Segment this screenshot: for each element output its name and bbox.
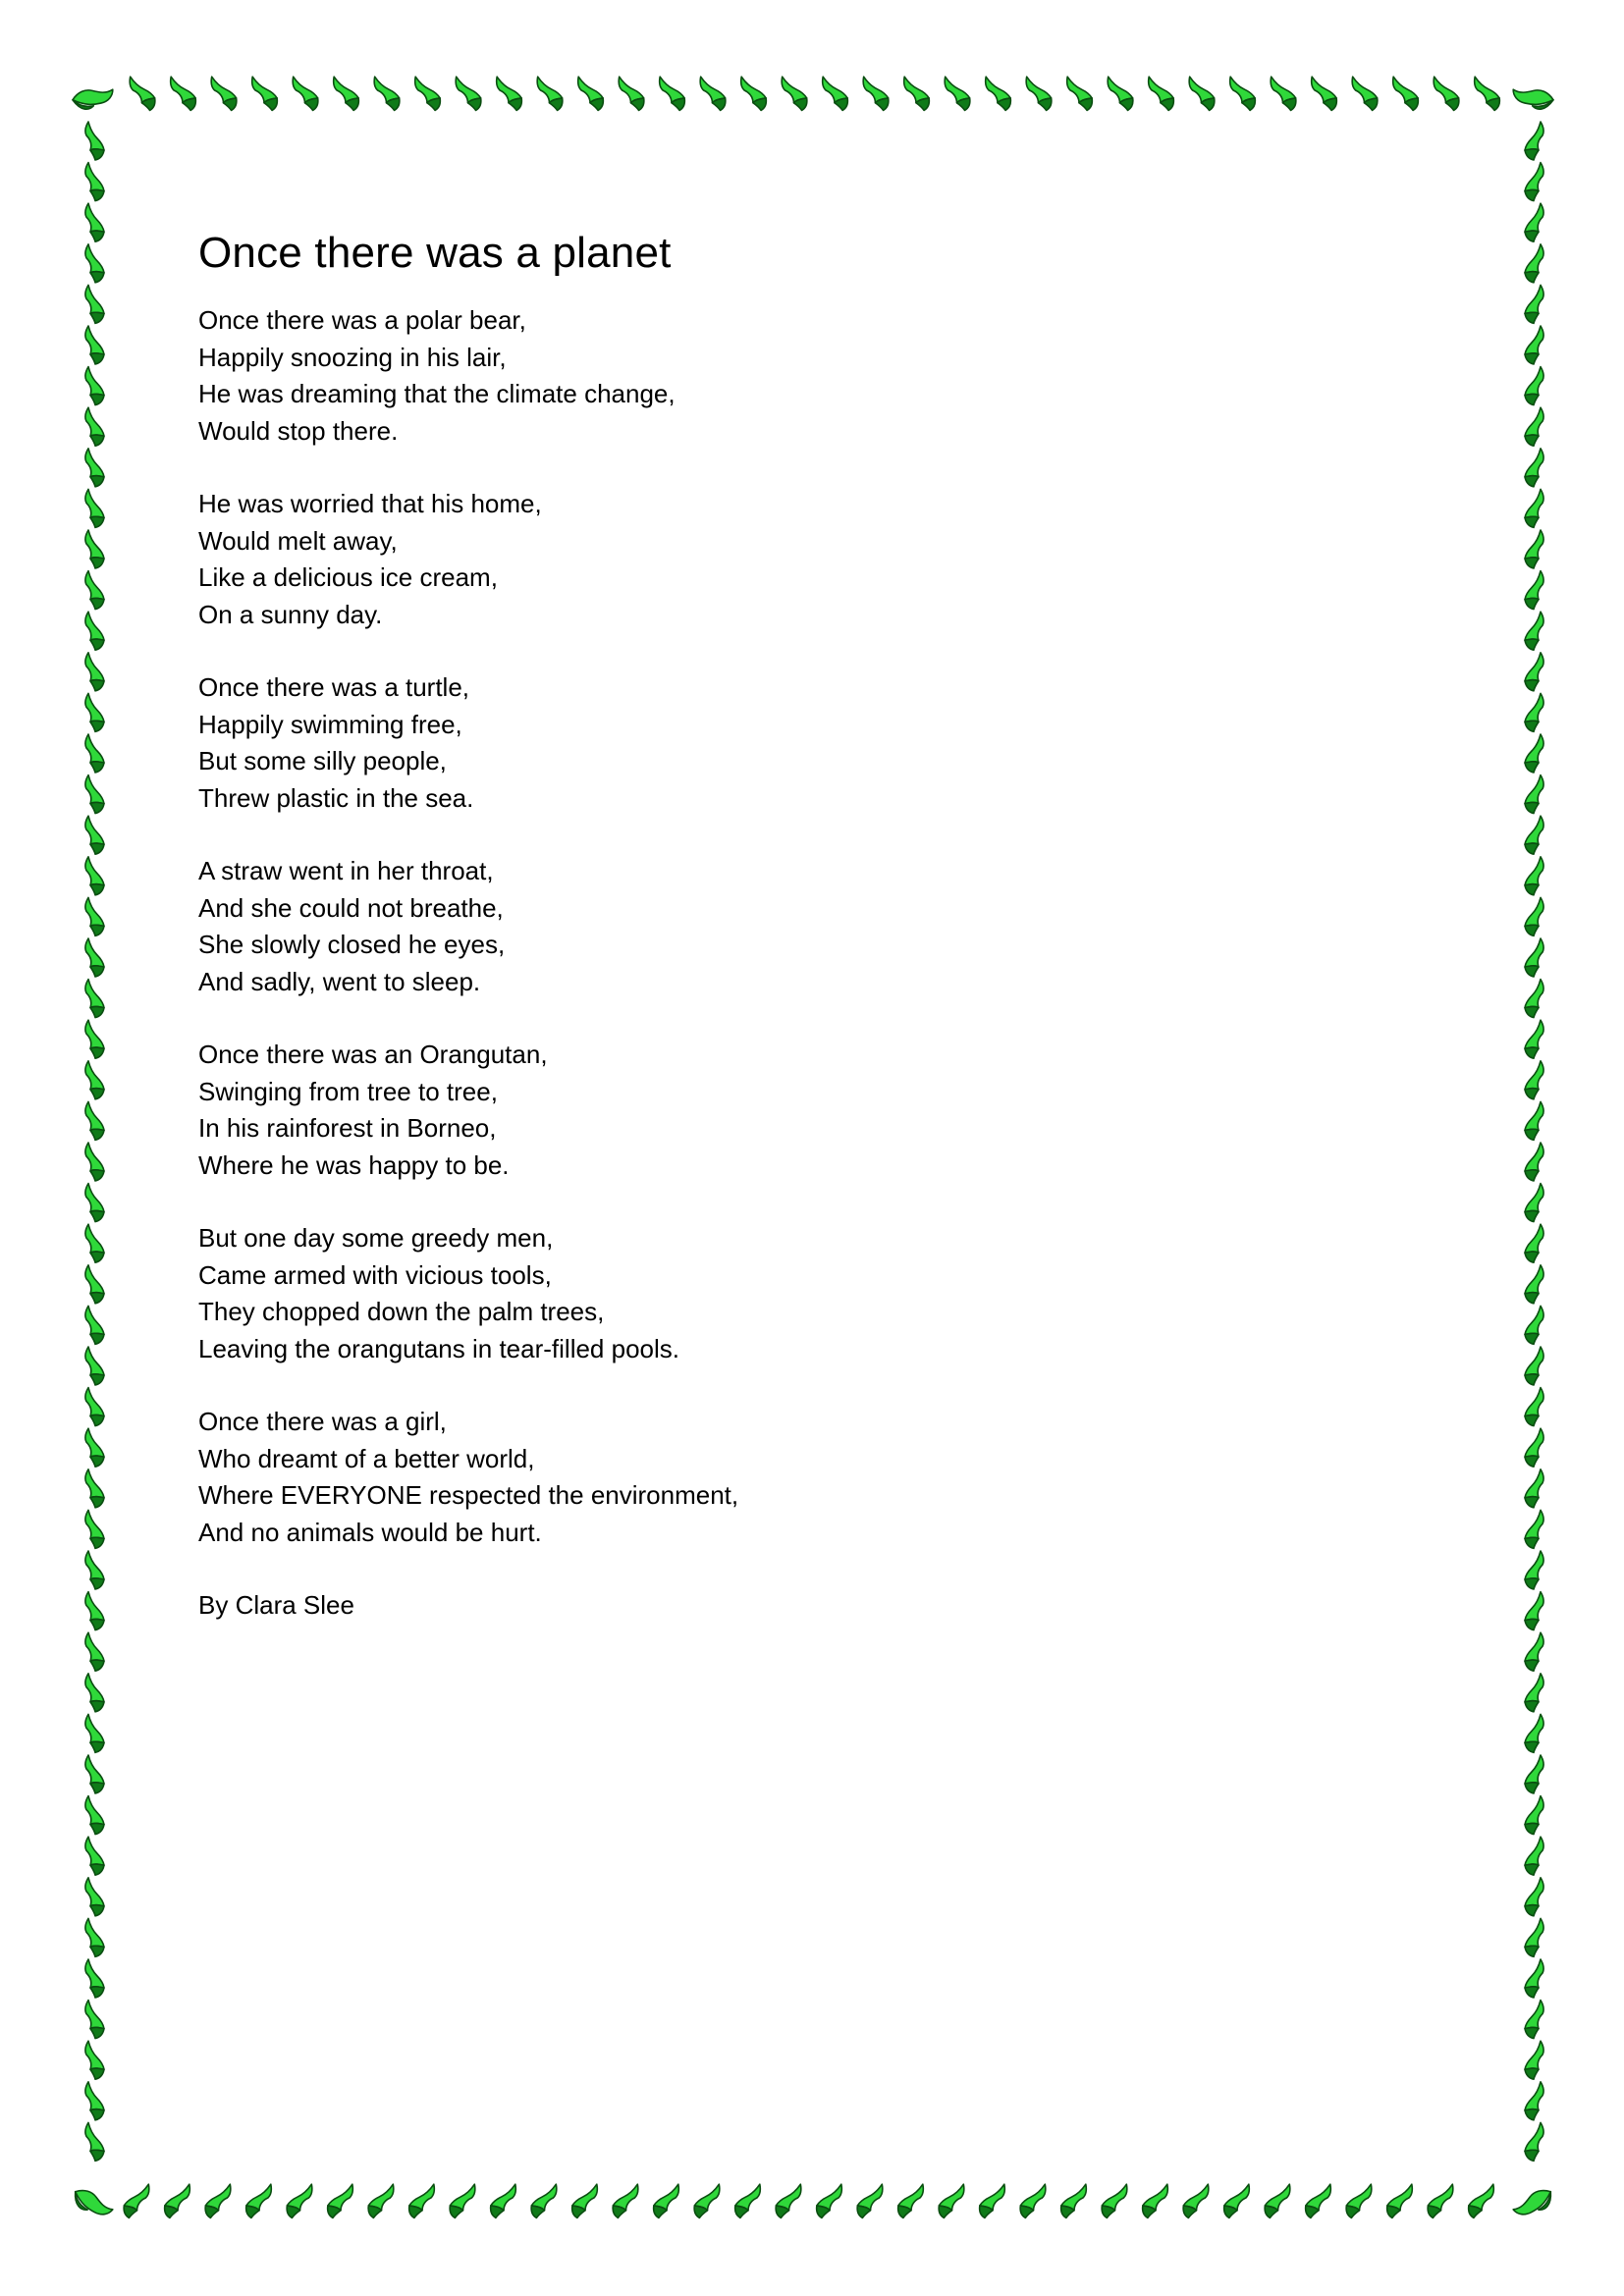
leaf-icon bbox=[85, 1184, 104, 1222]
stanza-4 bbox=[198, 853, 1377, 1000]
leaf-icon bbox=[698, 72, 729, 114]
poem-line: Once there was an Orangutan, bbox=[198, 1040, 548, 1069]
leaf-icon bbox=[85, 530, 104, 568]
leaf-icon bbox=[1525, 122, 1543, 160]
leaf-icon bbox=[976, 2179, 1006, 2221]
leaf-icon bbox=[813, 2179, 843, 2221]
leaf-icon bbox=[1525, 734, 1543, 773]
poem-line: Came armed with vicious tools, bbox=[198, 1259, 552, 1290]
leaf-icon bbox=[85, 1265, 104, 1304]
leaf-icon bbox=[331, 72, 361, 114]
leaf-icon bbox=[854, 2179, 885, 2221]
leaf-icon bbox=[1525, 163, 1543, 201]
leaf-icon bbox=[773, 2179, 803, 2221]
leaf-icon bbox=[85, 244, 104, 283]
leaf-icon bbox=[71, 81, 116, 113]
leaf-icon bbox=[85, 1551, 104, 1589]
leaf-icon bbox=[85, 1469, 104, 1508]
leaf-icon bbox=[85, 367, 104, 405]
poem-line: Once there was a turtle, bbox=[198, 672, 470, 702]
poem-line: But one day some greedy men, bbox=[198, 1223, 554, 1253]
leaf-icon bbox=[1383, 2179, 1414, 2221]
poem-line: Would melt away, bbox=[198, 525, 398, 556]
leaf-icon bbox=[85, 489, 104, 527]
leaf-icon bbox=[85, 1918, 104, 1956]
leaf-icon bbox=[1472, 72, 1502, 114]
leaf-icon bbox=[1525, 775, 1543, 814]
leaf-icon bbox=[1302, 2179, 1332, 2221]
poem-line: He was dreaming that the climate change, bbox=[198, 379, 676, 408]
leaf-icon bbox=[85, 775, 104, 814]
poem-line: Happily snoozing in his lair, bbox=[198, 342, 507, 372]
leaf-icon bbox=[1525, 1306, 1543, 1344]
leaf-icon bbox=[85, 857, 104, 895]
poem-line: Leaving the orangutans in tear-filled pools. bbox=[198, 1333, 679, 1363]
leaf-icon bbox=[1017, 2179, 1048, 2221]
leaf-icon bbox=[85, 1347, 104, 1385]
leaf-icon bbox=[85, 2041, 104, 2079]
leaf-icon bbox=[243, 2179, 273, 2221]
leaf-icon bbox=[901, 72, 932, 114]
leaf-icon bbox=[85, 1674, 104, 1712]
leaf-icon bbox=[1525, 693, 1543, 731]
leaf-icon bbox=[1227, 72, 1258, 114]
leaf-icon bbox=[1180, 2179, 1211, 2221]
leaf-icon bbox=[894, 2179, 925, 2221]
leaf-icon bbox=[861, 72, 892, 114]
leaf-icon bbox=[128, 72, 158, 114]
leaf-icon bbox=[1525, 653, 1543, 691]
leaf-icon bbox=[494, 72, 524, 114]
leaf-icon bbox=[85, 203, 104, 241]
leaf-icon bbox=[1269, 72, 1299, 114]
leaf-icon bbox=[454, 72, 484, 114]
poem-line: They chopped down the palm trees, bbox=[198, 1297, 605, 1326]
leaf-icon bbox=[1139, 2179, 1169, 2221]
leaf-icon bbox=[85, 1061, 104, 1099]
leaf-icon bbox=[209, 72, 240, 114]
leaf-icon bbox=[1057, 2179, 1088, 2221]
leaf-icon bbox=[1525, 1224, 1543, 1262]
leaf-icon bbox=[85, 1632, 104, 1671]
poem-line: Swinging from tree to tree, bbox=[198, 1076, 498, 1106]
leaf-icon bbox=[85, 1959, 104, 1998]
stanza-7 bbox=[198, 1404, 1377, 1551]
leaf-icon bbox=[85, 1101, 104, 1140]
poem-line: She slowly closed he eyes, bbox=[198, 930, 506, 959]
leaf-icon bbox=[85, 1510, 104, 1548]
leaf-icon bbox=[1525, 1020, 1543, 1058]
leaf-icon bbox=[610, 2179, 640, 2221]
leaf-icon bbox=[365, 2179, 396, 2221]
stanza-1 bbox=[198, 302, 1377, 450]
leaf-icon bbox=[691, 2179, 722, 2221]
leaf-icon bbox=[1510, 2187, 1555, 2218]
leaf-icon bbox=[1525, 1592, 1543, 1630]
leaf-icon bbox=[1525, 1061, 1543, 1099]
leaf-icon bbox=[1525, 1388, 1543, 1426]
leaf-icon bbox=[1525, 1837, 1543, 1875]
leaf-icon bbox=[650, 2179, 680, 2221]
leaf-icon bbox=[1432, 72, 1462, 114]
leaf-icon bbox=[85, 1388, 104, 1426]
leaf-icon bbox=[85, 2122, 104, 2161]
leaf-icon bbox=[1525, 1755, 1543, 1793]
leaf-icon bbox=[85, 1878, 104, 1916]
poem-line: He was worried that his home, bbox=[198, 489, 542, 518]
leaf-icon bbox=[1525, 857, 1543, 895]
poem-line: Like a delicious ice cream, bbox=[198, 562, 498, 592]
leaf-icon bbox=[85, 1143, 104, 1181]
leaf-icon bbox=[1309, 72, 1339, 114]
leaf-icon bbox=[1525, 1101, 1543, 1140]
poem-line: Who dreamt of a better world, bbox=[198, 1443, 535, 1473]
poem-line: And sadly, went to sleep. bbox=[198, 966, 481, 996]
leaf-icon bbox=[1525, 367, 1543, 405]
leaf-icon bbox=[85, 1306, 104, 1344]
leaf-icon bbox=[780, 72, 810, 114]
leaf-icon bbox=[284, 2179, 314, 2221]
leaf-icon bbox=[1525, 1796, 1543, 1835]
poem-line: But some silly people, bbox=[198, 746, 447, 775]
leaf-icon bbox=[1525, 244, 1543, 283]
leaf-icon bbox=[1262, 2179, 1292, 2221]
leaf-icon bbox=[85, 407, 104, 446]
poem-line: Threw plastic in the sea. bbox=[198, 782, 474, 813]
leaf-icon bbox=[575, 72, 606, 114]
leaf-icon bbox=[85, 1755, 104, 1793]
leaf-icon bbox=[85, 653, 104, 691]
leaf-icon bbox=[85, 1592, 104, 1630]
leaf-icon bbox=[1525, 407, 1543, 446]
leaf-icon bbox=[1525, 1959, 1543, 1998]
leaf-icon bbox=[121, 2179, 151, 2221]
leaf-icon bbox=[1350, 72, 1380, 114]
leaf-icon bbox=[943, 72, 973, 114]
leaf-icon bbox=[731, 2179, 762, 2221]
leaf-icon bbox=[1525, 1428, 1543, 1467]
leaf-icon bbox=[1525, 1510, 1543, 1548]
leaf-icon bbox=[85, 122, 104, 160]
leaf-icon bbox=[820, 72, 850, 114]
leaf-icon bbox=[1525, 1878, 1543, 1916]
leaf-icon bbox=[412, 72, 443, 114]
leaf-icon bbox=[1525, 203, 1543, 241]
leaf-icon bbox=[168, 72, 198, 114]
stanza-2 bbox=[198, 486, 1377, 633]
poem-line: On a sunny day. bbox=[198, 599, 383, 629]
leaf-icon bbox=[161, 2179, 191, 2221]
leaf-icon bbox=[324, 2179, 354, 2221]
leaf-icon bbox=[1525, 1918, 1543, 1956]
leaf-icon bbox=[1465, 2179, 1495, 2221]
poem-line: Where EVERYONE respected the environment, bbox=[198, 1480, 739, 1510]
leaf-icon bbox=[1525, 1674, 1543, 1712]
leaf-icon bbox=[202, 2179, 233, 2221]
poem bbox=[198, 224, 1377, 1625]
leaf-icon bbox=[1525, 530, 1543, 568]
leaf-icon bbox=[1525, 2082, 1543, 2120]
leaf-icon bbox=[1525, 612, 1543, 650]
leaf-icon bbox=[1390, 72, 1421, 114]
poem-line: And no animals would be hurt. bbox=[198, 1517, 542, 1547]
leaf-icon bbox=[85, 326, 104, 364]
poem-author: By Clara Slee bbox=[198, 1590, 354, 1620]
leaf-icon bbox=[406, 2179, 436, 2221]
poem-line: A straw went in her throat, bbox=[198, 856, 494, 885]
leaf-icon bbox=[1024, 72, 1055, 114]
stanza-3 bbox=[198, 669, 1377, 817]
leaf-icon bbox=[85, 1714, 104, 1752]
leaf-icon bbox=[1525, 816, 1543, 854]
leaf-icon bbox=[1106, 72, 1136, 114]
leaf-icon bbox=[1525, 2122, 1543, 2161]
leaf-icon bbox=[1525, 1143, 1543, 1181]
leaf-icon bbox=[85, 571, 104, 610]
leaf-icon bbox=[249, 72, 280, 114]
leaf-icon bbox=[1525, 980, 1543, 1018]
leaf-icon bbox=[85, 1428, 104, 1467]
leaf-icon bbox=[1525, 938, 1543, 977]
leaf-icon bbox=[983, 72, 1013, 114]
poem-line: Once there was a girl, bbox=[198, 1407, 447, 1436]
leaf-icon bbox=[1525, 1714, 1543, 1752]
leaf-icon bbox=[617, 72, 647, 114]
leaf-icon bbox=[1187, 72, 1218, 114]
leaf-icon bbox=[568, 2179, 599, 2221]
poem-line: Where he was happy to be. bbox=[198, 1149, 510, 1180]
poem-line: In his rainforest in Borneo, bbox=[198, 1113, 497, 1143]
leaf-icon bbox=[1220, 2179, 1251, 2221]
leaf-icon bbox=[1525, 285, 1543, 323]
leaf-icon bbox=[1525, 1347, 1543, 1385]
leaf-icon bbox=[738, 72, 769, 114]
leaf-icon bbox=[85, 163, 104, 201]
leaf-icon bbox=[657, 72, 687, 114]
leaf-icon bbox=[85, 938, 104, 977]
stanza-6 bbox=[198, 1220, 1377, 1367]
leaf-icon bbox=[1525, 1632, 1543, 1671]
leaf-icon bbox=[1525, 1469, 1543, 1508]
leaf-icon bbox=[85, 980, 104, 1018]
leaf-icon bbox=[372, 72, 403, 114]
leaf-icon bbox=[291, 72, 321, 114]
poem-line: Once there was a polar bear, bbox=[198, 305, 526, 335]
leaf-icon bbox=[1525, 897, 1543, 935]
leaf-icon bbox=[1525, 2001, 1543, 2039]
leaf-icon bbox=[1510, 81, 1555, 113]
leaf-icon bbox=[487, 2179, 517, 2221]
leaf-icon bbox=[85, 897, 104, 935]
leaf-icon bbox=[85, 1837, 104, 1875]
leaf-icon bbox=[85, 816, 104, 854]
leaf-icon bbox=[85, 1020, 104, 1058]
leaf-icon bbox=[1146, 72, 1176, 114]
leaf-icon bbox=[85, 1796, 104, 1835]
leaf-icon bbox=[85, 2082, 104, 2120]
stanza-5 bbox=[198, 1037, 1377, 1184]
leaf-icon bbox=[85, 2001, 104, 2039]
leaf-icon bbox=[71, 2187, 116, 2218]
leaf-icon bbox=[1525, 1184, 1543, 1222]
leaf-icon bbox=[535, 72, 566, 114]
poem-title: Once there was a planet bbox=[198, 229, 672, 277]
leaf-icon bbox=[447, 2179, 477, 2221]
leaf-icon bbox=[1064, 72, 1095, 114]
leaf-icon bbox=[85, 285, 104, 323]
leaf-icon bbox=[85, 734, 104, 773]
leaf-icon bbox=[528, 2179, 559, 2221]
poem-line: Happily swimming free, bbox=[198, 709, 462, 739]
leaf-icon bbox=[1099, 2179, 1129, 2221]
leaf-icon bbox=[85, 449, 104, 487]
leaf-icon bbox=[1525, 489, 1543, 527]
leaf-icon bbox=[1525, 326, 1543, 364]
leaf-icon bbox=[1525, 1551, 1543, 1589]
leaf-icon bbox=[1525, 571, 1543, 610]
leaf-icon bbox=[1343, 2179, 1374, 2221]
leaf-icon bbox=[1525, 449, 1543, 487]
poem-line: And she could not breathe, bbox=[198, 892, 504, 923]
leaf-icon bbox=[1525, 1265, 1543, 1304]
leaf-icon bbox=[936, 2179, 966, 2221]
leaf-icon bbox=[85, 612, 104, 650]
leaf-icon bbox=[1425, 2179, 1455, 2221]
leaf-icon bbox=[85, 1224, 104, 1262]
leaf-icon bbox=[85, 693, 104, 731]
leaf-icon bbox=[1525, 2041, 1543, 2079]
poem-line: Would stop there. bbox=[198, 415, 399, 446]
